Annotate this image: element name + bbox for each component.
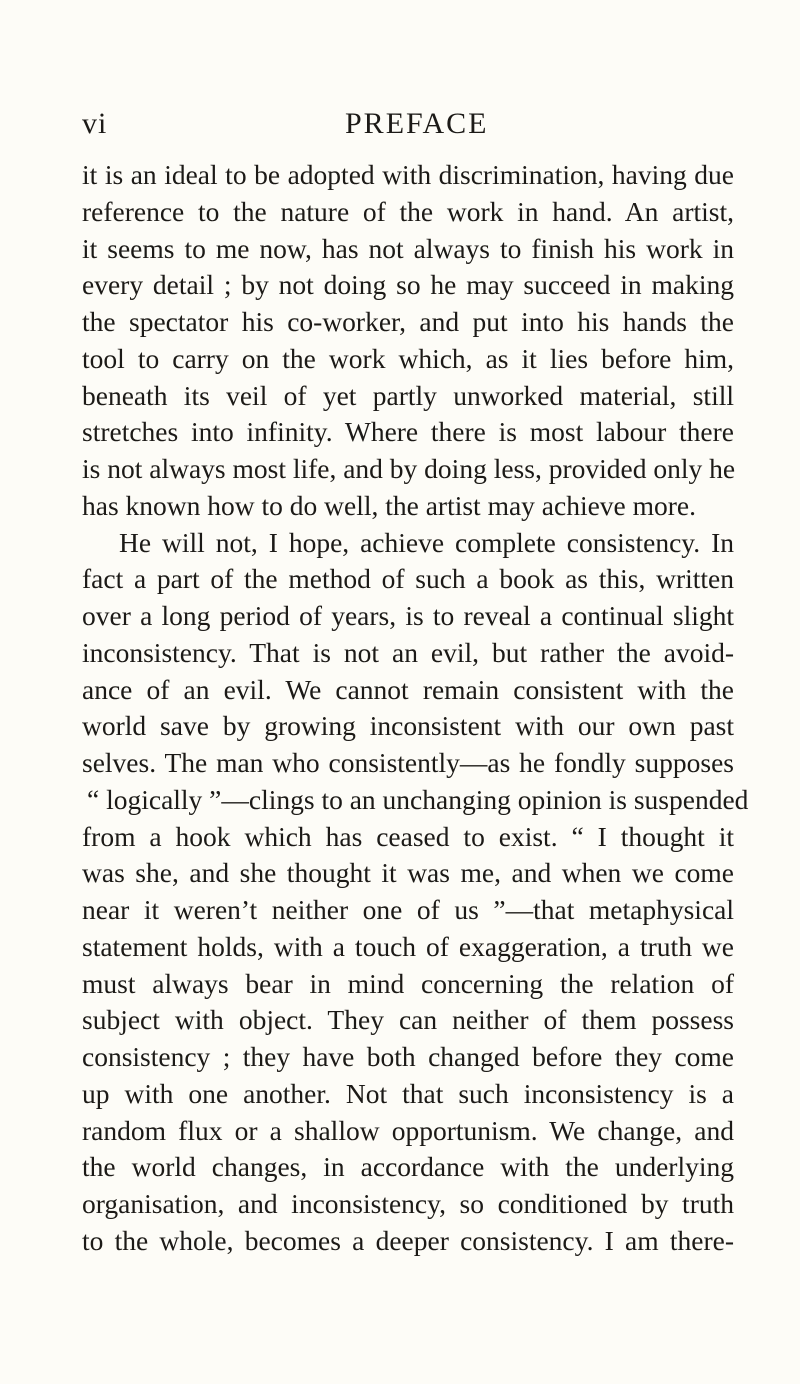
text-line: ance of an evil. We cannot remain consistent with the <box>82 673 734 705</box>
text-line: it is an ideal to be adopted with discrimination, having due <box>82 159 734 190</box>
text-line: reference to the nature of the work in hand. An artist, <box>82 195 734 227</box>
text-line: beneath its veil of yet partly unworked material, still <box>82 379 734 411</box>
text-line: stretches into infinity. Where there is most labour there <box>82 416 734 448</box>
text-line: the spectator his co-worker, and put into his hands the <box>82 306 734 337</box>
text-line: fact a part of the method of such a book as this, written <box>82 563 734 595</box>
text-line: subject with object. They can neither of them possess <box>82 1004 734 1036</box>
text-line: statement holds, with a touch of exaggeration, a truth we <box>82 930 734 962</box>
paragraph-2 <box>82 525 749 1260</box>
text-line: is not always most life, and by doing less, provided only he <box>82 453 736 484</box>
paragraph-1 <box>82 157 734 525</box>
text-line: was she, and she thought it was me, and when we come <box>82 857 734 889</box>
text-line: every detail ; by not doing so he may succeed in making <box>82 269 734 301</box>
page-number: vi <box>82 107 108 140</box>
body-text <box>82 157 749 1260</box>
text-line: over a long period of years, is to reveal a continual slight <box>82 600 734 631</box>
text-line: tool to carry on the work which, as it lies before him, <box>82 342 734 374</box>
text-line: “ logically ”—clings to an unchanging opinion is suspended <box>87 783 749 815</box>
text-line: random flux or a shallow opportunism. We change, and <box>82 1114 734 1146</box>
text-line: up with one another. Not that such inconsistency is a <box>82 1077 734 1109</box>
text-line: world save by growing inconsistent with our own past <box>82 710 734 742</box>
text-line: it seems to me now, has not always to finish his work in <box>82 232 734 264</box>
text-line: from a hook which has ceased to exist. “ I thought it <box>82 820 734 852</box>
text-line: near it weren’t neither one of us ”—that metaphysical <box>82 894 734 925</box>
text-line: must always bear in mind concerning the relation of <box>82 967 734 999</box>
text-line: organisation, and inconsistency, so conditioned by truth <box>82 1188 734 1219</box>
text-line: He will not, I hope, achieve complete consistency. In <box>119 526 734 558</box>
text-line: inconsistency. That is not an evil, but rather the avoid- <box>82 636 734 668</box>
running-head <box>0 104 800 144</box>
text-line: the world changes, in accordance with the underlying <box>82 1151 734 1183</box>
text-line: consistency ; they have both changed before they come <box>82 1041 734 1072</box>
text-line: to the whole, becomes a deeper consistency. I am there- <box>82 1224 734 1256</box>
text-line: selves. The man who consistently—as he fondly supposes <box>82 747 734 778</box>
running-title: PREFACE <box>345 107 489 140</box>
text-line: has known how to do well, the artist may achieve more. <box>82 489 697 521</box>
